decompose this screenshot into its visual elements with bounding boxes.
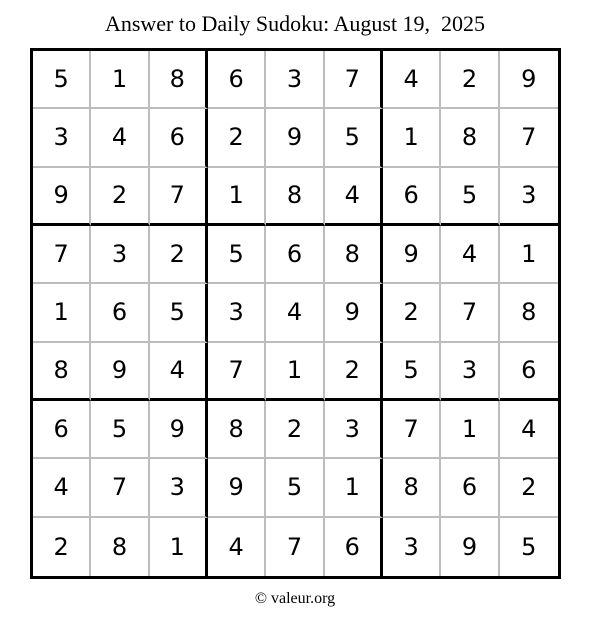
sudoku-cell: 3 — [383, 518, 441, 576]
sudoku-cell: 8 — [91, 518, 149, 576]
sudoku-cell: 1 — [33, 284, 91, 342]
sudoku-cell: 2 — [500, 459, 558, 517]
sudoku-cell: 6 — [500, 343, 558, 401]
sudoku-cell: 1 — [383, 109, 441, 167]
sudoku-cell: 1 — [441, 401, 499, 459]
sudoku-cell: 6 — [208, 51, 266, 109]
sudoku-cell: 8 — [325, 226, 383, 284]
sudoku-cell: 8 — [441, 109, 499, 167]
sudoku-cell: 7 — [150, 168, 208, 226]
sudoku-cell: 2 — [383, 284, 441, 342]
sudoku-cell: 6 — [150, 109, 208, 167]
sudoku-cell: 2 — [325, 343, 383, 401]
sudoku-cell: 9 — [500, 51, 558, 109]
sudoku-cell: 3 — [441, 343, 499, 401]
sudoku-cell: 4 — [441, 226, 499, 284]
sudoku-cell: 4 — [150, 343, 208, 401]
sudoku-cell: 4 — [33, 459, 91, 517]
sudoku-cell: 9 — [91, 343, 149, 401]
sudoku-cell: 9 — [325, 284, 383, 342]
sudoku-cell: 8 — [208, 401, 266, 459]
sudoku-cell: 5 — [325, 109, 383, 167]
sudoku-cell: 2 — [208, 109, 266, 167]
sudoku-cell: 6 — [91, 284, 149, 342]
copyright-footer: © valeur.org — [254, 590, 336, 607]
sudoku-cell: 1 — [150, 518, 208, 576]
sudoku-cell: 5 — [208, 226, 266, 284]
sudoku-cell: 8 — [150, 51, 208, 109]
sudoku-cell: 4 — [500, 401, 558, 459]
sudoku-cell: 7 — [33, 226, 91, 284]
sudoku-cell: 1 — [208, 168, 266, 226]
sudoku-cell: 3 — [325, 401, 383, 459]
sudoku-cell: 9 — [441, 518, 499, 576]
sudoku-cell: 8 — [266, 168, 324, 226]
sudoku-cell: 4 — [266, 284, 324, 342]
sudoku-cell: 7 — [208, 343, 266, 401]
sudoku-cell: 5 — [441, 168, 499, 226]
sudoku-cell: 2 — [91, 168, 149, 226]
sudoku-cell: 6 — [441, 459, 499, 517]
sudoku-cell: 2 — [33, 518, 91, 576]
sudoku-cell: 5 — [91, 401, 149, 459]
sudoku-cell: 4 — [208, 518, 266, 576]
sudoku-cell: 8 — [383, 459, 441, 517]
sudoku-cell: 8 — [500, 284, 558, 342]
sudoku-cell: 9 — [33, 168, 91, 226]
sudoku-cell: 9 — [150, 401, 208, 459]
sudoku-cell: 1 — [500, 226, 558, 284]
page-title: Answer to Daily Sudoku: August 19, 2025 — [104, 11, 486, 36]
sudoku-cell: 6 — [33, 401, 91, 459]
sudoku-cell: 3 — [500, 168, 558, 226]
sudoku-cell: 4 — [325, 168, 383, 226]
sudoku-cell: 5 — [266, 459, 324, 517]
sudoku-cell: 3 — [266, 51, 324, 109]
sudoku-cell: 3 — [33, 109, 91, 167]
sudoku-cell: 9 — [208, 459, 266, 517]
sudoku-cell: 1 — [266, 343, 324, 401]
sudoku-cell: 5 — [33, 51, 91, 109]
sudoku-cell: 7 — [500, 109, 558, 167]
sudoku-cell: 7 — [441, 284, 499, 342]
sudoku-cell: 7 — [266, 518, 324, 576]
sudoku-cell: 1 — [325, 459, 383, 517]
sudoku-cell: 3 — [91, 226, 149, 284]
sudoku-cell: 3 — [208, 284, 266, 342]
sudoku-cell: 6 — [266, 226, 324, 284]
sudoku-cell: 5 — [150, 284, 208, 342]
sudoku-cell: 7 — [91, 459, 149, 517]
sudoku-cell: 8 — [33, 343, 91, 401]
sudoku-cell: 2 — [150, 226, 208, 284]
sudoku-cell: 9 — [383, 226, 441, 284]
sudoku-cell: 5 — [383, 343, 441, 401]
sudoku-cell: 4 — [91, 109, 149, 167]
sudoku-cell: 9 — [266, 109, 324, 167]
sudoku-grid — [30, 48, 561, 579]
sudoku-cell: 7 — [383, 401, 441, 459]
sudoku-cell: 3 — [150, 459, 208, 517]
sudoku-cell: 6 — [325, 518, 383, 576]
sudoku-cell: 6 — [383, 168, 441, 226]
sudoku-cell: 2 — [266, 401, 324, 459]
sudoku-cell: 4 — [383, 51, 441, 109]
sudoku-cell: 5 — [521, 532, 537, 561]
sudoku-cell: 7 — [325, 51, 383, 109]
sudoku-cell: 1 — [91, 51, 149, 109]
sudoku-cell: 2 — [441, 51, 499, 109]
